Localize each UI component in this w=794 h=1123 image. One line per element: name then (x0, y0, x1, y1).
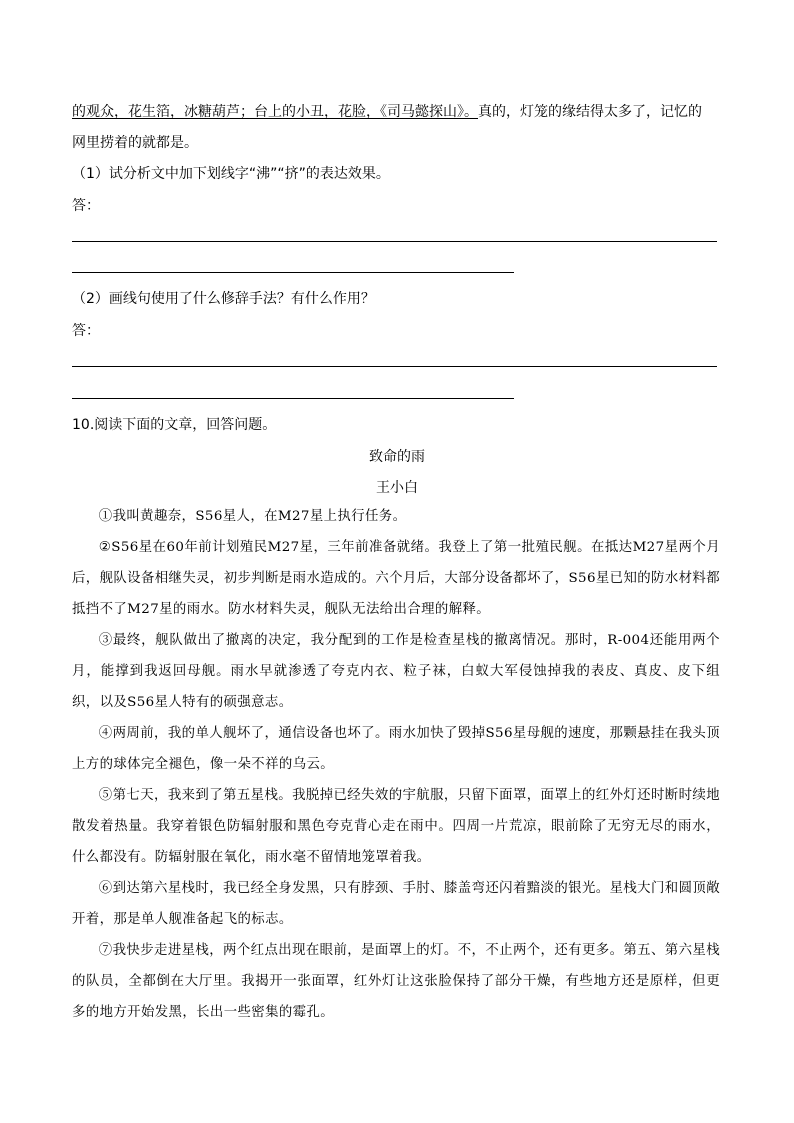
answer-line[interactable] (72, 398, 514, 399)
paragraph: ③最终，舰队做出了撤离的决定，我分配到的工作是检查星栈的撤离情况。那时，R-004还能用两个月，能撑到我返回母舰。雨水早就渗透了夸克内衣、粒子袜，白蚁大军侵蚀掉我的表皮、真皮、皮下组织，以及S56星人特有的硕强意志。 (72, 633, 720, 710)
paragraph: ⑦我快步走进星栈，两个红点出现在眼前，是面罩上的灯。不，不止两个，还有更多。第五、第六星栈的队员，全都倒在大厅里。我揭开一张面罩，红外灯让这张脸保持了部分干燥，有些地方还是原样，但更多的地方开始发黑，长出一些密集的霉孔。 (72, 943, 720, 1020)
section-10-instruction: 10.阅读下面的文章，回答问题。 (72, 417, 277, 433)
question-2-prompt: （2）画线句使用了什么修辞手法？有什么作用？ (72, 291, 375, 307)
article-title: 致命的雨 (369, 449, 425, 465)
underlined-sentence: 的观众，花生箔，冰糖葫芦；台上的小丑，花脸，《司马懿探山》。 (72, 104, 478, 120)
question-2-answer-label: 答： (72, 323, 100, 339)
passage-line-1 (72, 104, 718, 120)
paragraph: ④两周前，我的单人舰坏了，通信设备也坏了。雨水加快了毁掉S56星母舰的速度，那颗悬挂在我头顶上方的球体完全褪色，像一朵不祥的乌云。 (72, 726, 720, 772)
passage-line-2: 网里捞着的就都是。 (72, 135, 198, 151)
paragraph: ②S56星在60年前计划殖民M27星，三年前准备就绪。我登上了第一批殖民舰。在抵达M27星两个月后，舰队设备相继失灵，初步判断是雨水造成的。六个月后，大部分设备都坏了，S56星已知的防水材料都抵挡不了M27星的雨水。防水材料失灵，舰队无法给出合理的解释。 (72, 540, 720, 617)
article-body (72, 501, 720, 1028)
question-1-prompt: （1）试分析文中加下划线字“沸”“挤”的表达效果。 (72, 166, 390, 182)
answer-line[interactable] (72, 241, 717, 242)
article-author: 王小白 (376, 480, 418, 496)
answer-line[interactable] (72, 272, 514, 273)
passage-text: 真的，灯笼的缘结得太多了，记忆的 (478, 104, 702, 120)
answer-line[interactable] (72, 366, 717, 367)
paragraph: ⑥到达第六星栈时，我已经全身发黑，只有脖颈、手肘、膝盖弯还闪着黯淡的银光。星栈大门和圆顶敞开着，那是单人舰准备起飞的标志。 (72, 881, 720, 927)
paragraph: ⑤第七天，我来到了第五星栈。我脱掉已经失效的宇航服，只留下面罩，面罩上的红外灯还时断时续地散发着热量。我穿着银色防辐射服和黑色夸克背心走在雨中。四周一片荒凉，眼前除了无穷无尽的雨水，什么都没有。防辐射服在氧化，雨水毫不留情地笼罩着我。 (72, 788, 720, 865)
question-1-answer-label: 答： (72, 198, 100, 214)
paragraph: ①我叫黄趣奈，S56星人，在M27星上执行任务。 (98, 509, 407, 524)
